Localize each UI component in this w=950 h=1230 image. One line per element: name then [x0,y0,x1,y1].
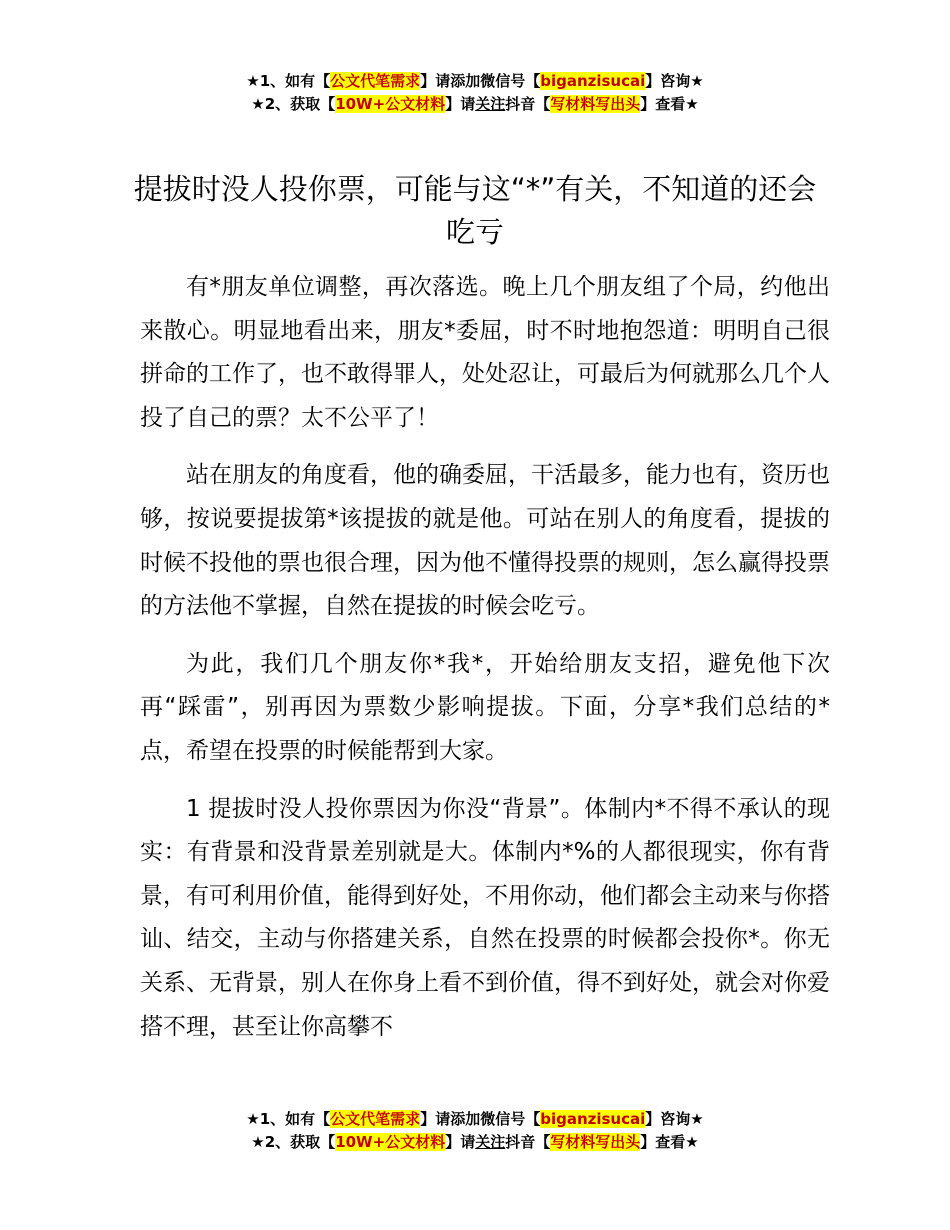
underline-follow: 关注 [475,1133,506,1151]
highlight-materials: 10W+公文材料 [335,1133,446,1151]
highlight-douyin: 写材料写出头 [550,95,641,113]
highlight-service: 公文代笔需求 [330,1110,421,1128]
highlight-service: 公文代笔需求 [330,72,421,90]
highlight-wechat-id: biganzisucai [540,1110,646,1128]
banner-line-2: ★2、获取【10W+公文材料】请关注抖音【写材料写出头】查看★ [251,95,699,113]
highlight-materials: 10W+公文材料 [335,95,446,113]
document-title: 提拔时没人投你票，可能与这“*”有关，不知道的还会吃亏 [133,172,817,249]
banner-line-1: ★1、如有【公文代笔需求】请添加微信号【biganzisucai】咨询★ [246,1110,704,1128]
highlight-wechat-id: biganzisucai [540,72,646,90]
banner-line-1: ★1、如有【公文代笔需求】请添加微信号【biganzisucai】咨询★ [246,72,704,90]
paragraph-1: 有*朋友单位调整，再次落选。晚上几个朋友组了个局，约他出来散心。明显地看出来，朋友*委屈，时不时地抱怨道：明明自己很拼命的工作了，也不敢得罪人，处处忍让，可最后为何就那么几个人投了自己的票？太不公平了！ [140,274,830,431]
header-banner [0,70,950,116]
underline-follow: 关注 [475,95,506,113]
paragraph-4: 1 提拔时没人投你票因为你没“背景”。体制内*不得不承认的现实：有背景和没背景差别就是大。体制内*%的人都很现实，你有背景，有可利用价值，能得到好处，不用你动，他们都会主动来与你搭讪、结交，主动与你搭建关系，自然在投票的时候都会投你*。你无关系、无背景，别人在你身上看不到价值，得不到好处，就会对你爱搭不理，甚至让你高攀不 [140,795,830,1040]
paragraph-3: 为此，我们几个朋友你*我*，开始给朋友支招，避免他下次再“踩雷”，别再因为票数少影响提拔。下面，分享*我们总结的*点，希望在投票的时候能帮到大家。 [140,650,830,764]
banner-line-2: ★2、获取【10W+公文材料】请关注抖音【写材料写出头】查看★ [251,1133,699,1151]
paragraph-2: 站在朋友的角度看，他的确委屈，干活最多，能力也有，资历也够，按说要提拔第*该提拔的就是他。可站在别人的角度看，提拔的时候不投他的票也很合理，因为他不懂得投票的规则，怎么赢得投票的方法他不掌握，自然在提拔的时候会吃亏。 [140,462,830,620]
document-body [140,266,830,1063]
footer-banner [0,1108,950,1154]
highlight-douyin: 写材料写出头 [550,1133,641,1151]
